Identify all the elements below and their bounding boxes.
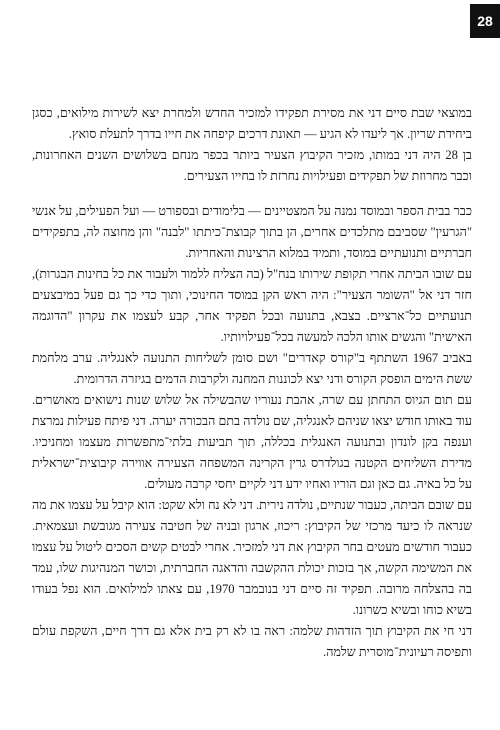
paragraph: בן 28 היה דני במותו, מזכיר הקיבוץ הצעיר ביותר בכפר מנחם בשלושים השנים האחרונות, וכבר מחרוזת של תפקידים ופעילויות נחרזת לו בחייו הצעירים. [32,148,472,183]
memorial-text [32,103,472,663]
paragraph: במוצאי שבת סיים דני את מסירת תפקידו למזכיר החדש ולמחרת יצא לשירות מילואים, כסגן ביחידת שריון. אך ליעדו לא הגיע — תאונת דרכים קיפחה את חייו בדרך לתעלת סואץ. [32,106,472,141]
paragraph: עם שובו הביתה אחרי תקופת שירותו בנח"ל (בה הצליח ללמוד ולעבור את כל בחינות הבגרות), חזר דני אל "השומר הצעיר": היה ראש הקן במוסד החינוכי, ותוך כדי כך גם פעל במיבצעים תנועתיים כל־ארציים. בצבא, בתנועה ובכל תפקיד אחר, קבע לעצמו את עקרון "הדוגמה האישית" והגשים אותו הלכה למעשה בכל־פעילויותיו. [32,267,472,344]
paragraph: עם תום הגיוס התחתן עם שרה, אהבת נעוריו שהבשילה אל שלוש שנות נישואים מאושרים. עוד באותו חודש יצאו שניהם לאנגליה, שם נולדה בתם הבכורה יערה. דני פיתח פעילות נמרצת וענפה בקן לונדון ובתנועה האנגלית בכללה, תוך תביעות בלתי־מתפשרות מעצמו ומחניכיו. מדירת השליחים הקטנה בגולדרס גרין הקרינה המשפחה הצעירה אווירה קיבוצית־ישראלית על כל באיה. גם כאן וגם הוריו ואחיו ידע דני לקיים יחסי קרבה מעולים. [32,393,472,491]
page-number: 28 [470,4,500,38]
paragraph: עם שובם הביתה, כעבור שנתיים, נולדה נירית. דני לא נח ולא שקט: הוא קיבל על עצמו את מה שנראה לו כיעד מרכזי של הקיבוץ: ריכוז, ארגון ובניה של חטיבה צעירה מגובשת ועצמאית. כעבור חודשים מעטים בחר הקיבוץ את דני למזכיר. אחרי לבטים קשים הסכים ליטול על עצמו את המשימה הקשה, אך בזכות יכולת ההקשבה והדאגה החברתית, וכושר המנהיגות שלו, עמד בה בהצלחה מרובה. תפקיד זה סיים דני בנובמבר 1970, עם צאתו למילואים. הוא נפל בעודו בשיא כוחו ובשיא כשרונו. [32,498,472,617]
paragraph: דני חי את הקיבוץ תוך הזדהות שלמה: ראה בו לא רק בית אלא גם דרך חיים, השקפת עולם ותפיסה רעיונית־מוסרית שלמה. [32,624,472,659]
paragraph: באביב 1967 השתתף ב"קורס קאדרים" ושם סומן לשליחות התנועה לאנגליה. ערב מלחמת ששת הימים הופסק הקורס ודני יצא לכוננות המחנה ולקרבות הדמים בגיזרה הדרומית. [32,351,473,386]
paragraph: כבר בבית הספר ובמוסד נמנה על המצטיינים — בלימודים ובספורט — ועל הפעילים, על אנשי "הגרעין" שסביבם מתלכדים אחרים, הן בתוך קבוצת־כיתתו "לבנה" והן מחוצה לה, בתפקידים חברתיים ותנועתיים במוסד, ותמיד במלוא הרצינות והאחריות. [32,204,472,260]
